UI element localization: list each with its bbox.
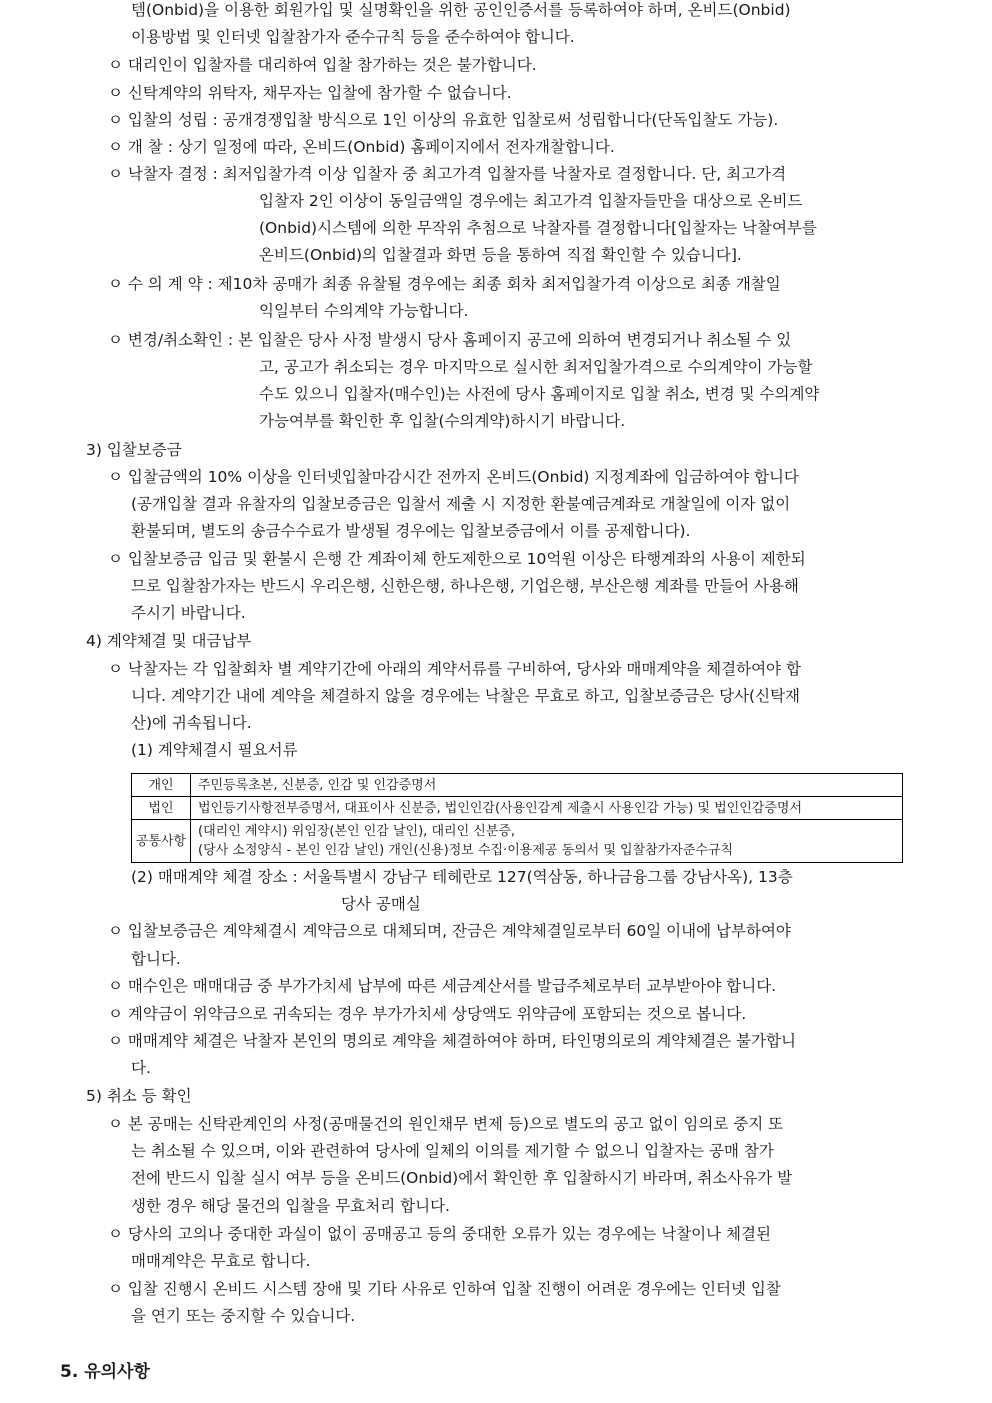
text-line: 을 연기 또는 중지할 수 있습니다. <box>131 1307 356 1325</box>
table-cell-label: 개인 <box>132 774 191 797</box>
section-heading: 5) 취소 등 확인 <box>86 1087 192 1105</box>
table-row <box>132 797 903 820</box>
table-cell-label: 법인 <box>132 797 191 820</box>
text-line: 합니다. <box>131 950 181 968</box>
table-row <box>132 820 903 863</box>
table-cell-line: (대리인 계약시) 위임장(본인 인감 날인), 대리인 신분증, <box>198 824 516 839</box>
text-line: 익일부터 수의계약 가능합니다. <box>259 302 469 320</box>
bullet-line: ㅇ 대리인이 입찰자를 대리하여 입찰 참가하는 것은 불가합니다. <box>108 56 537 74</box>
text-line: 산)에 귀속됩니다. <box>131 714 252 732</box>
bullet-line: ㅇ 변경/취소확인 : 본 입찰은 당사 사정 발생시 당사 홈페이지 공고에 의하여 변경되거나 취소될 수 있 <box>108 331 792 349</box>
text-line: (공개입찰 결과 유찰자의 입찰보증금은 입찰서 제출 시 지정한 환불예금계좌로 개찰일에 이자 없이 <box>131 495 791 513</box>
text-line: 당사 공매실 <box>341 895 421 913</box>
text-line: 이용방법 및 인터넷 입찰참가자 준수규칙 등을 준수하여야 합니다. <box>131 28 575 46</box>
subheading: (1) 계약체결시 필요서류 <box>131 741 298 759</box>
bullet-line: ㅇ 낙찰자는 각 입찰회차 별 계약기간에 아래의 계약서류를 구비하여, 당사와 매매계약을 체결하여야 합 <box>108 660 801 678</box>
text-line: 는 취소될 수 있으며, 이와 관련하여 당사에 일체의 이의를 제기할 수 없으니 입찰자는 공매 참가 <box>131 1142 774 1160</box>
table-cell-content: 법인등기사항전부증명서, 대표이사 신분증, 법인인감(사용인감계 제출시 사용인감 가능) 및 법인인감증명서 <box>191 797 903 820</box>
text-line: 다. <box>131 1059 151 1077</box>
text-line: 가능여부를 확인한 후 입찰(수의계약)하시기 바랍니다. <box>259 412 626 430</box>
bullet-line: ㅇ 본 공매는 신탁관계인의 사정(공매물건의 원인채무 변제 등)으로 별도의 공고 없이 임의로 중지 또 <box>108 1115 784 1133</box>
section-title: 5. 유의사항 <box>60 1362 150 1382</box>
text-line: 입찰자 2인 이상이 동일금액일 경우에는 최고가격 입찰자들만을 대상으로 온비드 <box>259 192 803 210</box>
text-line: 온비드(Onbid)의 입찰결과 화면 등을 통하여 직접 확인할 수 있습니다]. <box>259 246 742 264</box>
text-line: 전에 반드시 입찰 실시 여부 등을 온비드(Onbid)에서 확인한 후 입찰하시기 바라며, 취소사유가 발 <box>131 1169 793 1187</box>
text-line: 매매계약은 무효로 합니다. <box>131 1252 311 1270</box>
section-heading: 4) 계약체결 및 대금납부 <box>86 632 252 650</box>
text-line: 주시기 바랍니다. <box>131 604 246 622</box>
bullet-line: ㅇ 신탁계약의 위탁자, 채무자는 입찰에 참가할 수 없습니다. <box>108 84 512 102</box>
table-cell-label: 공통사항 <box>132 820 191 863</box>
bullet-line: ㅇ 입찰보증금 입금 및 환불시 은행 간 계좌이체 한도제한으로 10억원 이상은 타행계좌의 사용이 제한되 <box>108 550 806 568</box>
text-line: 수도 있으니 입찰자(매수인)는 사전에 당사 홈페이지로 입찰 취소, 변경 및 수의계약 <box>259 385 820 403</box>
text-line: 고, 공고가 취소되는 경우 마지막으로 실시한 최저입찰가격으로 수의계약이 가능할 <box>259 358 813 376</box>
bullet-line: ㅇ 입찰금액의 10% 이상을 인터넷입찰마감시간 전까지 온비드(Onbid) 지정계좌에 입금하여야 합니다 <box>108 468 799 486</box>
table-cell-line: (당사 소정양식 - 본인 인감 날인) 개인(신용)정보 수집·이용제공 동의서 및 입찰참가자준수규칙 <box>198 843 734 858</box>
text-line: 템(Onbid)을 이용한 회원가입 및 실명확인을 위한 공인인증서를 등록하여야 하며, 온비드(Onbid) <box>131 1 791 19</box>
bullet-line: ㅇ 입찰의 성립 : 공개경쟁입찰 방식으로 1인 이상의 유효한 입찰로써 성립합니다(단독입찰도 가능). <box>108 111 779 129</box>
text-line: 므로 입찰참가자는 반드시 우리은행, 신한은행, 하나은행, 기업은행, 부산은행 계좌를 만들어 사용해 <box>131 577 799 595</box>
text-line: 생한 경우 해당 물건의 입찰을 무효처리 합니다. <box>131 1197 450 1215</box>
text-line: (2) 매매계약 체결 장소 : 서울특별시 강남구 테헤란로 127(역삼동, 하나금융그룹 강남사옥), 13층 <box>131 868 793 886</box>
bullet-line: ㅇ 입찰보증금은 계약체결시 계약금으로 대체되며, 잔금은 계약체결일로부터 60일 이내에 납부하여야 <box>108 922 791 940</box>
section-heading: 3) 입찰보증금 <box>86 441 182 459</box>
table-cell-content <box>191 820 903 863</box>
bullet-line: ㅇ 당사의 고의나 중대한 과실이 없이 공매공고 등의 중대한 오류가 있는 경우에는 낙찰이나 체결된 <box>108 1225 771 1243</box>
bullet-line: ㅇ 매수인은 매매대금 중 부가가치세 납부에 따른 세금계산서를 발급주체로부터 교부받아야 합니다. <box>108 977 777 995</box>
table-row <box>132 774 903 797</box>
text-line: 니다. 계약기간 내에 계약을 체결하지 않을 경우에는 낙찰은 무효로 하고, 입찰보증금은 당사(신탁재 <box>131 687 801 705</box>
bullet-line: ㅇ 매매계약 체결은 낙찰자 본인의 명의로 계약을 체결하여야 하며, 타인명의로의 계약체결은 불가합니 <box>108 1032 796 1050</box>
text-line: 환불되며, 별도의 송금수수료가 발생될 경우에는 입찰보증금에서 이를 공제합니다). <box>131 522 691 540</box>
bullet-line: ㅇ 낙찰자 결정 : 최저입찰가격 이상 입찰자 중 최고가격 입찰자를 낙찰자로 결정합니다. 단, 최고가격 <box>108 165 787 183</box>
bullet-line: ㅇ 입찰 진행시 온비드 시스템 장애 및 기타 사유로 인하여 입찰 진행이 어려운 경우에는 인터넷 입찰 <box>108 1280 781 1298</box>
bullet-line: ㅇ 수 의 계 약 : 제10차 공매가 최종 유찰될 경우에는 최종 회차 최저입찰가격 이상으로 최종 개찰일 <box>108 275 781 293</box>
required-documents-table <box>131 773 903 863</box>
bullet-line: ㅇ 개 찰 : 상기 일정에 따라, 온비드(Onbid) 홈페이지에서 전자개찰합니다. <box>108 138 615 156</box>
bullet-line: ㅇ 계약금이 위약금으로 귀속되는 경우 부가가치세 상당액도 위약금에 포함되는 것으로 봅니다. <box>108 1005 747 1023</box>
table-cell-content: 주민등록초본, 신분증, 인감 및 인감증명서 <box>191 774 903 797</box>
text-line: (Onbid)시스템에 의한 무작위 추첨으로 낙찰자를 결정합니다[입찰자는 낙찰여부를 <box>259 219 817 237</box>
